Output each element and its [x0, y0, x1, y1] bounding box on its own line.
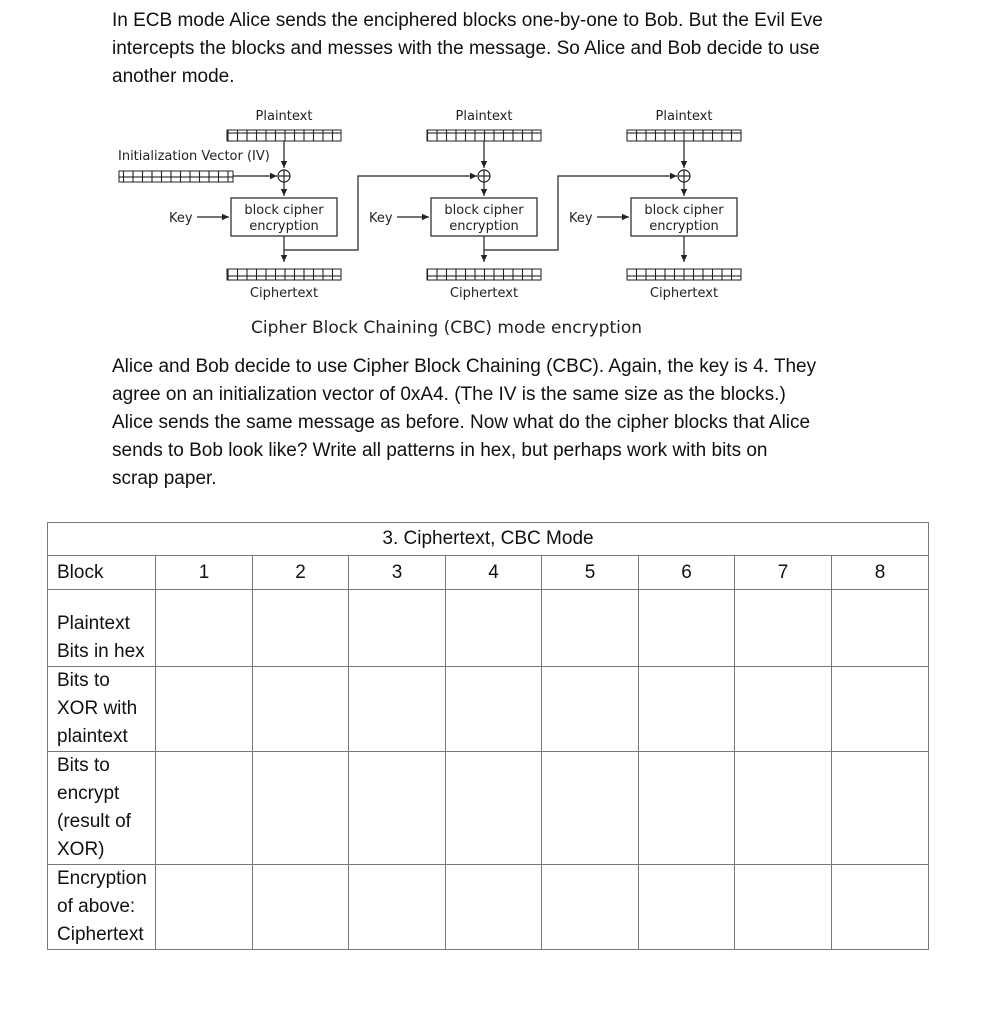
block-header: Block: [48, 556, 156, 590]
table-row: [48, 752, 929, 865]
intro-line: another mode.: [112, 66, 235, 87]
answer-cell[interactable]: [542, 590, 639, 667]
answer-cell[interactable]: [832, 667, 929, 752]
cipher-text-line: block cipher: [244, 203, 324, 218]
row-label: Encryption of above: Ciphertext: [48, 865, 156, 950]
answer-cell[interactable]: [735, 590, 832, 667]
answer-cell[interactable]: [542, 752, 639, 865]
answer-cell[interactable]: [639, 590, 735, 667]
intro-paragraph: [112, 7, 912, 91]
answer-cell[interactable]: [735, 667, 832, 752]
intro-line: intercepts the blocks and messes with the message. So Alice and Bob decide to use: [112, 38, 820, 59]
instructions-paragraph: [112, 353, 882, 493]
plaintext-label: Plaintext: [455, 109, 513, 124]
plaintext-block: [427, 130, 541, 141]
answer-cell[interactable]: [832, 752, 929, 865]
cbc-worksheet-table: [47, 522, 929, 950]
cipher-text-line: block cipher: [644, 203, 724, 218]
instructions-line: sends to Bob look like? Write all patterns in hex, but perhaps work with bits on: [112, 440, 768, 461]
plaintext-label: Plaintext: [255, 109, 313, 124]
instructions-line: Alice and Bob decide to use Cipher Block Chaining (CBC). Again, the key is 4. They: [112, 356, 817, 377]
block-number: 8: [832, 556, 929, 590]
block-number: 3: [349, 556, 446, 590]
block-number: 6: [639, 556, 735, 590]
iv-block: [119, 171, 233, 182]
cbc-stage-1: [169, 109, 341, 301]
key-label: Key: [369, 211, 393, 226]
answer-cell[interactable]: [156, 865, 253, 950]
row-label: Plaintext Bits in hex: [48, 590, 156, 667]
ciphertext-label: Ciphertext: [249, 286, 319, 301]
table-row: [48, 590, 929, 667]
ciphertext-block: [427, 269, 541, 280]
cbc-stage-2: [369, 109, 541, 301]
cbc-diagram: [0, 100, 982, 315]
plaintext-label: Plaintext: [655, 109, 713, 124]
plaintext-block: [627, 130, 741, 141]
ciphertext-block: [627, 269, 741, 280]
answer-cell[interactable]: [349, 590, 446, 667]
answer-cell[interactable]: [253, 667, 349, 752]
answer-cell[interactable]: [832, 590, 929, 667]
instructions-line: scrap paper.: [112, 468, 217, 489]
row-label: Bits to encrypt (result of XOR): [48, 752, 156, 865]
table-title: 3. Ciphertext, CBC Mode: [48, 523, 929, 556]
iv-label: Initialization Vector (IV): [118, 149, 270, 164]
answer-cell[interactable]: [832, 865, 929, 950]
cbc-stage-3: [569, 109, 741, 301]
instructions-line: Alice sends the same message as before. Now what do the cipher blocks that Alice: [112, 412, 811, 433]
block-number: 5: [542, 556, 639, 590]
answer-cell[interactable]: [349, 865, 446, 950]
plaintext-block: [227, 130, 341, 141]
cipher-text-line: encryption: [249, 219, 319, 234]
answer-cell[interactable]: [639, 865, 735, 950]
answer-cell[interactable]: [446, 752, 542, 865]
key-label: Key: [169, 211, 193, 226]
answer-cell[interactable]: [253, 865, 349, 950]
block-number: 2: [253, 556, 349, 590]
block-number: 1: [156, 556, 253, 590]
ciphertext-label: Ciphertext: [649, 286, 719, 301]
diagram-caption: Cipher Block Chaining (CBC) mode encryption: [251, 318, 643, 338]
cipher-text-line: encryption: [449, 219, 519, 234]
key-label: Key: [569, 211, 593, 226]
table-row: [48, 865, 929, 950]
answer-cell[interactable]: [349, 667, 446, 752]
answer-cell[interactable]: [349, 752, 446, 865]
cipher-text-line: encryption: [649, 219, 719, 234]
answer-cell[interactable]: [156, 752, 253, 865]
answer-cell[interactable]: [156, 667, 253, 752]
answer-cell[interactable]: [542, 865, 639, 950]
answer-cell[interactable]: [253, 752, 349, 865]
instructions-line: agree on an initialization vector of 0xA4. (The IV is the same size as the blocks.): [112, 384, 786, 405]
block-number: 7: [735, 556, 832, 590]
answer-cell[interactable]: [542, 667, 639, 752]
answer-cell[interactable]: [639, 752, 735, 865]
answer-cell[interactable]: [735, 865, 832, 950]
answer-cell[interactable]: [446, 590, 542, 667]
ciphertext-label: Ciphertext: [449, 286, 519, 301]
answer-cell[interactable]: [446, 865, 542, 950]
ciphertext-block: [227, 269, 341, 280]
answer-cell[interactable]: [735, 752, 832, 865]
cipher-text-line: block cipher: [444, 203, 524, 218]
row-label: Bits to XOR with plaintext: [48, 667, 156, 752]
block-number: 4: [446, 556, 542, 590]
answer-cell[interactable]: [156, 590, 253, 667]
answer-cell[interactable]: [446, 667, 542, 752]
intro-line: In ECB mode Alice sends the enciphered blocks one-by-one to Bob. But the Evil Eve: [112, 10, 823, 31]
table-row: [48, 667, 929, 752]
answer-cell[interactable]: [639, 667, 735, 752]
answer-cell[interactable]: [253, 590, 349, 667]
